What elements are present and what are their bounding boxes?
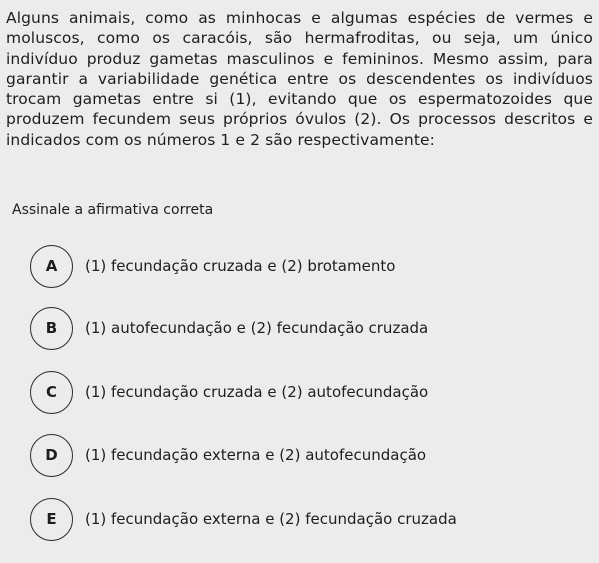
option-d-letter[interactable]: D (30, 434, 73, 477)
option-b-letter[interactable]: B (30, 307, 73, 350)
option-b[interactable] (30, 303, 428, 353)
option-c[interactable] (30, 367, 428, 417)
option-c-text[interactable]: (1) fecundação cruzada e (2) autofecundação (85, 383, 429, 401)
option-a-letter[interactable]: A (30, 245, 73, 288)
option-a-text[interactable]: (1) fecundação cruzada e (2) brotamento (85, 257, 396, 275)
option-e[interactable] (30, 494, 457, 544)
instruction-text: Assinale a afirmativa correta (12, 202, 214, 218)
option-a[interactable] (30, 241, 395, 291)
option-d-text[interactable]: (1) fecundação externa e (2) autofecundação (85, 446, 427, 464)
option-c-letter[interactable]: C (30, 371, 73, 414)
option-e-text[interactable]: (1) fecundação externa e (2) fecundação cruzada (85, 510, 457, 528)
option-b-text[interactable]: (1) autofecundação e (2) fecundação cruzada (85, 319, 429, 337)
question-text: Alguns animais, como as minhocas e algumas espécies de vermes e moluscos, como os caracóis, são hermafroditas, ou seja, um único indivíduo produz gametas masculinos e femininos. Mesmo assim, para garantir a variabilidade genética entre os descendentes os indivíduos trocam gametas entre si (1), evitando que os espermatozoides que produzem fecundem seus próprios óvulos (2). Os processos descritos e indicados com os números 1 e 2 são respectivamente: (6, 9, 593, 149)
option-e-letter[interactable]: E (30, 498, 73, 541)
option-d[interactable] (30, 430, 426, 480)
